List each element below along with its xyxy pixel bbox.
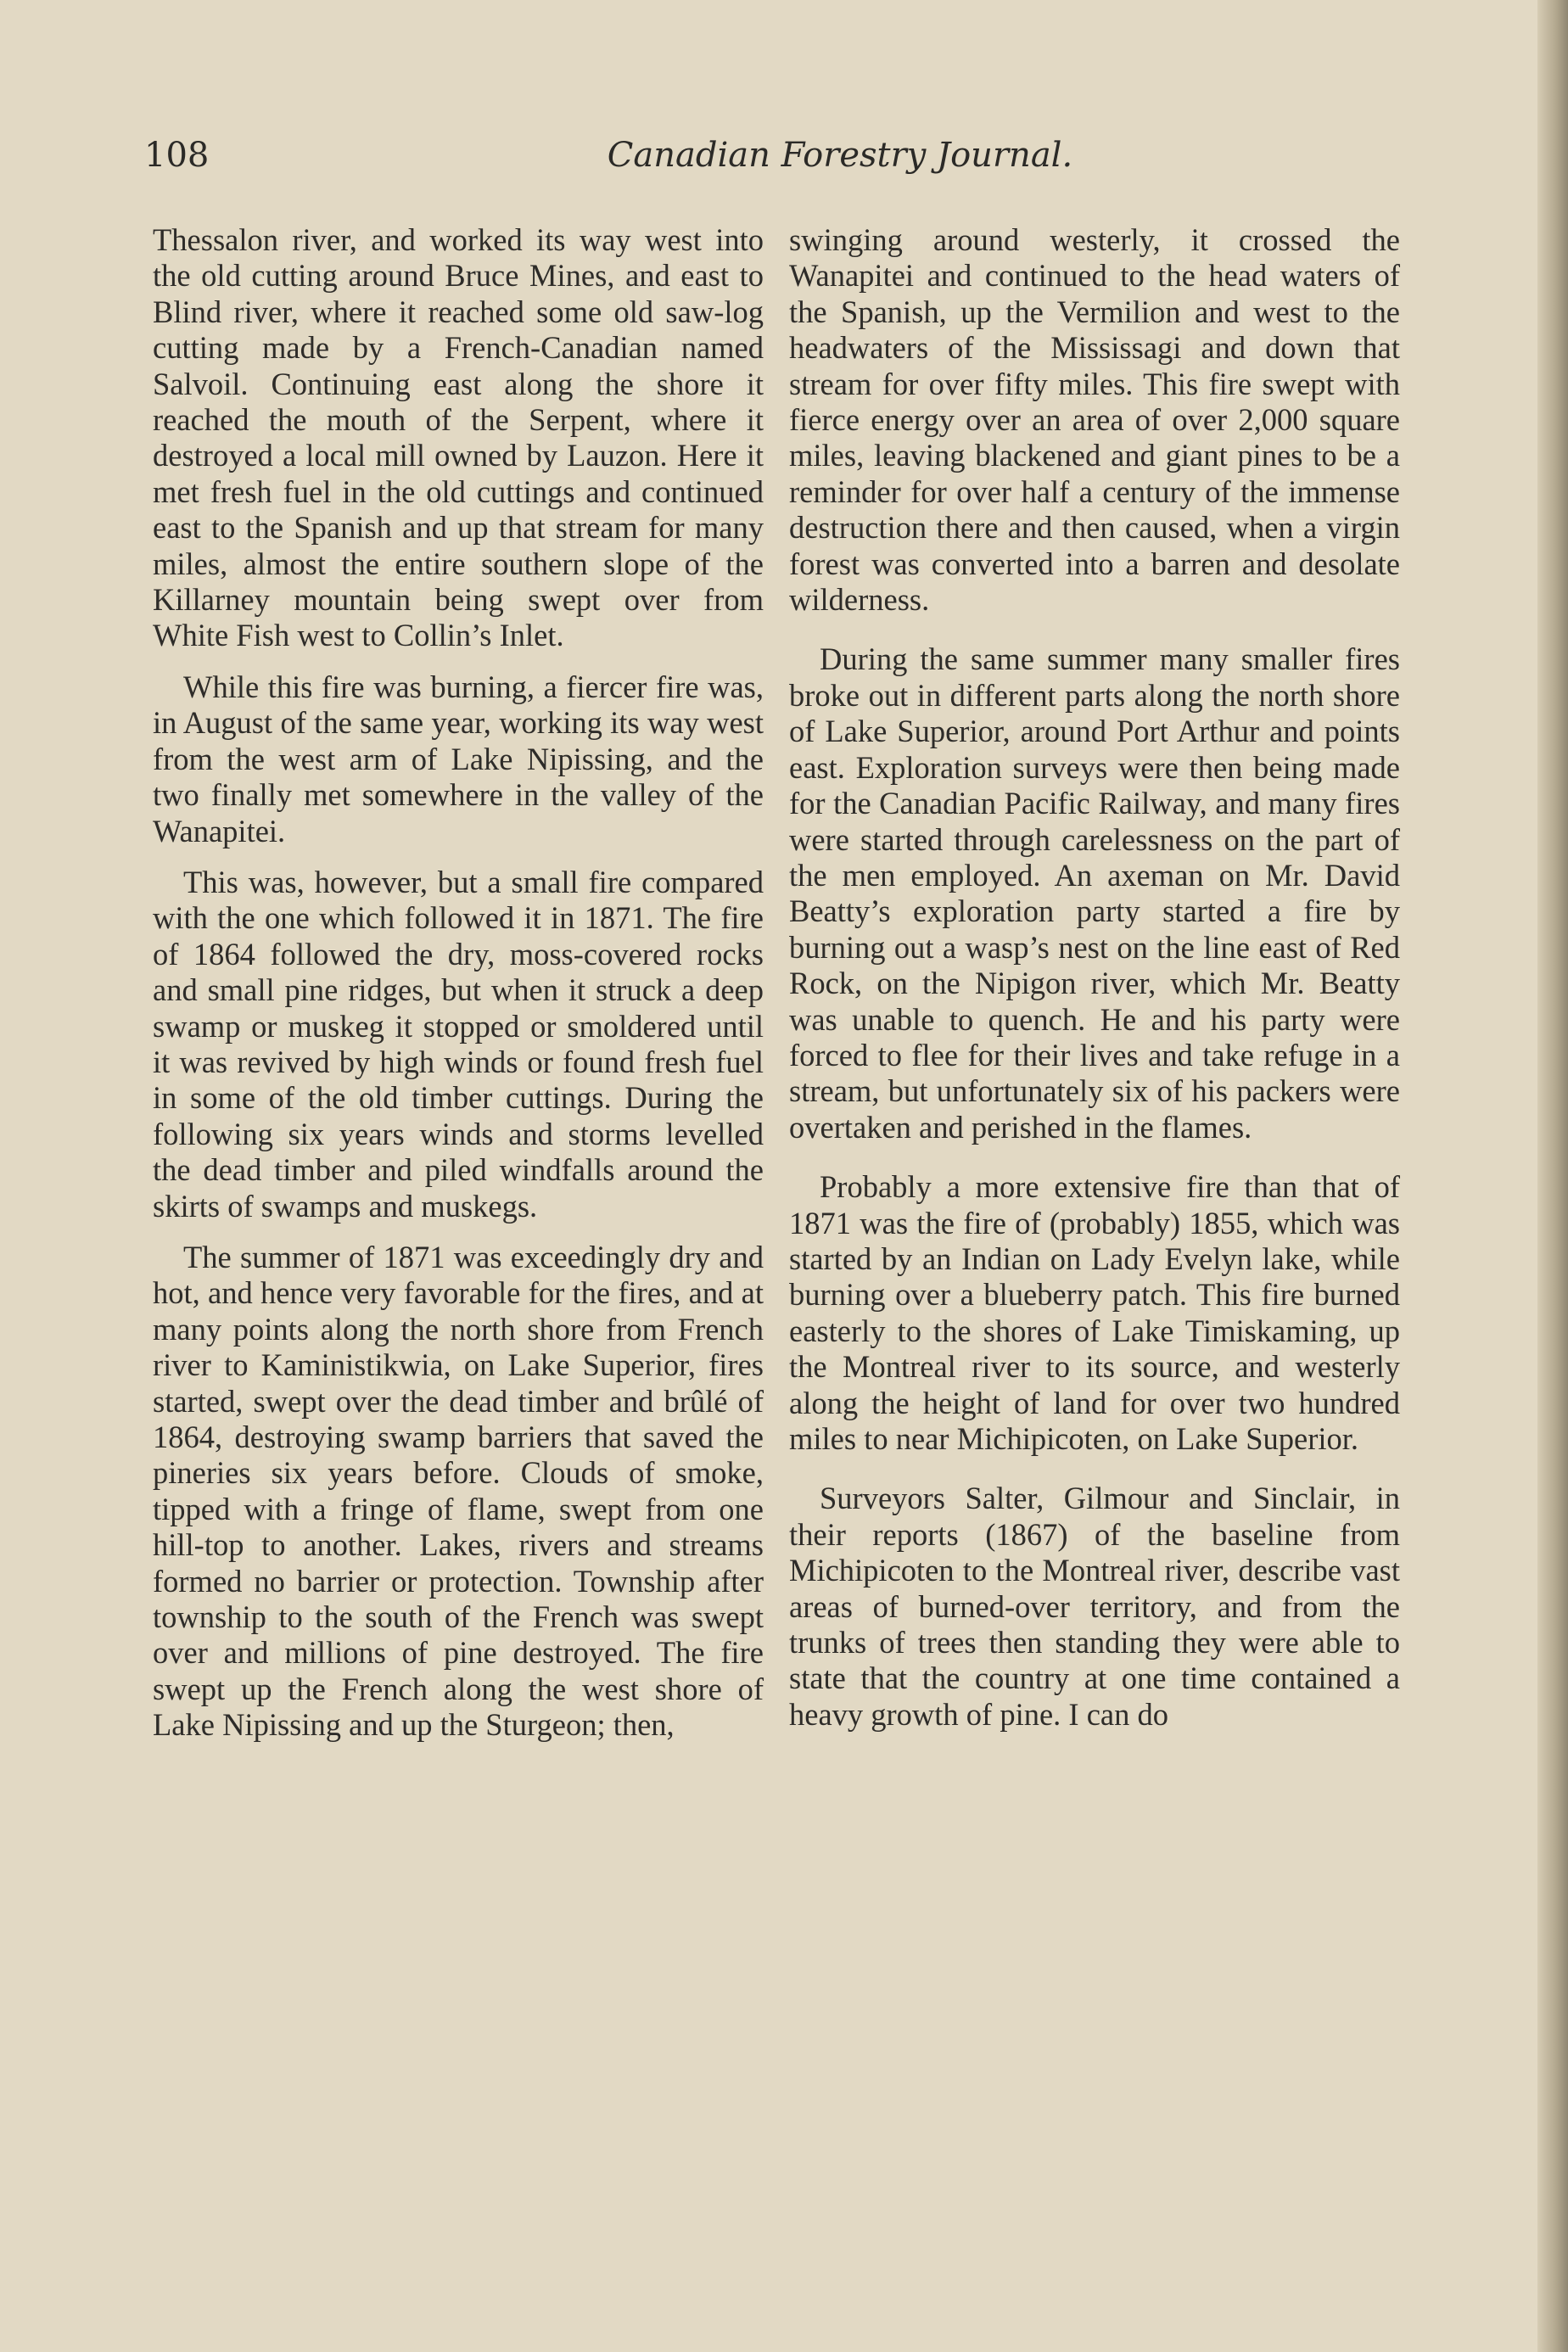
paragraph: This was, however, but a small fire compared with the one which followed it in 1871. The fire of 1864 followed the dry, moss-covered rocks and small pine ridges, but when it struck a deep swamp or muskeg it stopped or smoldered until it was revived by high winds or found fresh fuel in some of the old timber cuttings. During the following six years winds and storms levelled the dead timber and piled windfalls around the skirts of swamps and muskegs. — [153, 864, 764, 1224]
paragraph: While this fire was burning, a fiercer fire was, in August of the same year, working its way west from the west arm of Lake Nipissing, and the two finally met somewhere in the valley of the Wanapitei. — [153, 669, 764, 848]
left-column — [153, 222, 764, 1744]
page-number: 108 — [144, 136, 210, 175]
right-column — [789, 222, 1400, 1756]
paragraph: The summer of 1871 was exceedingly dry and hot, and hence very favorable for the fires, and at many points along the north shore from French river to Kaministikwia, on Lake Superior, fires started, swept over the dead timber and brûlé of 1864, destroying swamp barriers that saved the pineries six years before. Clouds of smoke, tipped with a fringe of flame, swept from one hill-top to another. Lakes, rivers and streams formed no barrier or protection. Township after township to the south of the French was swept over and millions of pine destroyed. The fire swept up the French along the west shore of Lake Nipissing and up the Sturgeon; then, — [153, 1239, 764, 1743]
paragraph: Probably a more extensive fire than that of 1871 was the fire of (probably) 1855, which was started by an Indian on Lady Evelyn lake, while burning over a blueberry patch. This fire burned easterly to the shores of Lake Timiskaming, up the Montreal river to its source, and westerly along the height of land for over two hundred miles to near Michipicoten, on Lake Superior. — [789, 1169, 1400, 1456]
paragraph: swinging around westerly, it crossed the Wanapitei and continued to the head waters of the Spanish, up the Vermilion and west to the headwaters of the Mississagi and down that stream for over fifty miles. This fire swept with fierce energy over an area of over 2,000 square miles, leaving blackened and giant pines to be a reminder for over half a century of the immense destruction there and then caused, when a virgin forest was converted into a barren and desolate wilderness. — [789, 222, 1400, 618]
paragraph: During the same summer many smaller fires broke out in different parts along the north shore of Lake Superior, around Port Arthur and points east. Exploration surveys were then being made for the Canadian Pacific Railway, and many fires were started through carelessness on the part of the men employed. An axeman on Mr. David Beatty’s exploration party started a fire by burning out a wasp’s nest on the line east of Red Rock, on the Nipigon river, which Mr. Beatty was unable to quench. He and his party were forced to flee for their lives and take refuge in a stream, but unfortunately six of his packers were overtaken and perished in the flames. — [789, 641, 1400, 1145]
paragraph: Thessalon river, and worked its way west into the old cutting around Bruce Mines, and east to Blind river, where it reached some old saw-log cutting made by a French-Canadian named Salvoil. Continuing east along the shore it reached the mouth of the Serpent, where it destroyed a local mill owned by Lauzon. Here it met fresh fuel in the old cuttings and continued east to the Spanish and up that stream for many miles, almost the entire southern slope of the Killarney mountain being swept over from White Fish west to Collin’s Inlet. — [153, 222, 764, 653]
page-header — [144, 127, 1468, 187]
book-spine-shadow — [1537, 0, 1568, 2352]
paragraph: Surveyors Salter, Gilmour and Sinclair, in their reports (1867) of the baseline from Michipicoten to the Montreal river, describe vast areas of burned-over territory, and from the trunks of trees then standing they were able to state that the country at one time contained a heavy growth of pine. I can do — [789, 1481, 1400, 1732]
running-title: Canadian Forestry Journal. — [607, 136, 1073, 175]
